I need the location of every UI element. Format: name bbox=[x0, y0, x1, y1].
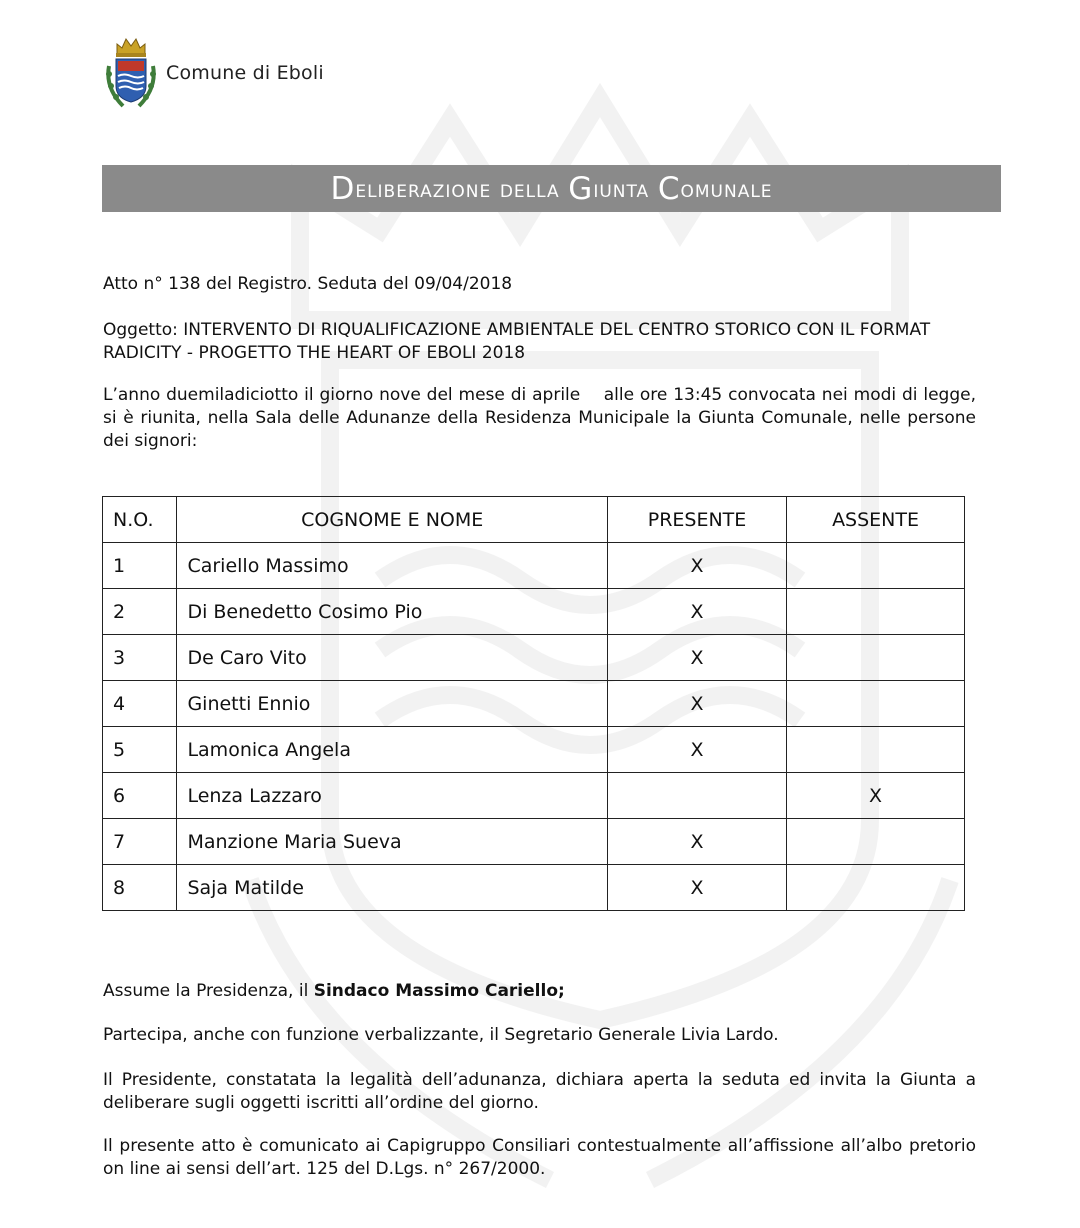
intro-paragraph: L’anno duemiladiciotto il giorno nove del mese di aprile alle ore 13:45 convocata nei modi di legge, si è riunita, nella Sala delle Adunanze della Residenza Municipale la Giunta Comunale, nelle persone dei signori: bbox=[103, 385, 982, 451]
attendance-table bbox=[102, 496, 965, 911]
table-row bbox=[103, 727, 965, 773]
row-name: Ginetti Ennio bbox=[177, 681, 608, 727]
secretary-line: Partecipa, anche con funzione verbalizzante, il Segretario Generale Livia Lardo. bbox=[103, 1025, 779, 1045]
row-no: 4 bbox=[103, 681, 177, 727]
communication-paragraph: Il presente atto è comunicato ai Capigruppo Consiliari contestualmente all’affissione all’albo pretorio on line ai sensi dell’art. 125 del D.Lgs. n° 267/2000. bbox=[103, 1136, 976, 1179]
table-row bbox=[103, 635, 965, 681]
row-name: Lamonica Angela bbox=[177, 727, 608, 773]
table-header-row bbox=[103, 497, 965, 543]
row-absent bbox=[787, 589, 965, 635]
row-absent: X bbox=[787, 773, 965, 819]
row-absent bbox=[787, 635, 965, 681]
row-present: X bbox=[607, 589, 786, 635]
document-title: D eliberazione della G iunta C omunale bbox=[102, 165, 1001, 212]
table-row bbox=[103, 589, 965, 635]
row-absent bbox=[787, 865, 965, 911]
act-number: Atto n° 138 del Registro. Seduta del 09/04/2018 bbox=[103, 274, 513, 294]
row-absent bbox=[787, 543, 965, 589]
table-row bbox=[103, 543, 965, 589]
row-no: 3 bbox=[103, 635, 177, 681]
row-name: Cariello Massimo bbox=[177, 543, 608, 589]
row-absent bbox=[787, 727, 965, 773]
row-present: X bbox=[607, 865, 786, 911]
presidency-line bbox=[103, 980, 976, 1003]
row-present: X bbox=[607, 727, 786, 773]
row-name: Di Benedetto Cosimo Pio bbox=[177, 589, 608, 635]
header-no: N.O. bbox=[103, 497, 177, 543]
subject: Oggetto: INTERVENTO DI RIQUALIFICAZIONE AMBIENTALE DEL CENTRO STORICO CON IL FORMAT RADICITY - PROGETTO THE HEART OF EBOLI 2018 bbox=[103, 320, 931, 363]
presidency-prefix: Assume la Presidenza, il bbox=[103, 981, 314, 1001]
row-absent bbox=[787, 819, 965, 865]
table-row bbox=[103, 865, 965, 911]
row-present bbox=[607, 773, 786, 819]
row-absent bbox=[787, 681, 965, 727]
row-no: 1 bbox=[103, 543, 177, 589]
row-present: X bbox=[607, 819, 786, 865]
header-absent: ASSENTE bbox=[787, 497, 965, 543]
coat-of-arms-logo bbox=[103, 36, 159, 112]
row-no: 7 bbox=[103, 819, 177, 865]
table-row bbox=[103, 819, 965, 865]
row-no: 2 bbox=[103, 589, 177, 635]
row-name: Lenza Lazzaro bbox=[177, 773, 608, 819]
municipality-name: Comune di Eboli bbox=[166, 62, 324, 84]
row-name: De Caro Vito bbox=[177, 635, 608, 681]
presidency-mayor: Sindaco Massimo Cariello; bbox=[313, 981, 565, 1001]
president-paragraph: Il Presidente, constatata la legalità dell’adunanza, dichiara aperta la seduta ed invita la Giunta a deliberare sugli oggetti iscritti all’ordine del giorno. bbox=[103, 1070, 976, 1113]
header-present: PRESENTE bbox=[607, 497, 786, 543]
row-no: 6 bbox=[103, 773, 177, 819]
table-row bbox=[103, 773, 965, 819]
row-present: X bbox=[607, 635, 786, 681]
row-name: Saja Matilde bbox=[177, 865, 608, 911]
header-name: COGNOME E NOME bbox=[177, 497, 608, 543]
row-no: 8 bbox=[103, 865, 177, 911]
table-row bbox=[103, 681, 965, 727]
row-no: 5 bbox=[103, 727, 177, 773]
row-name: Manzione Maria Sueva bbox=[177, 819, 608, 865]
row-present: X bbox=[607, 681, 786, 727]
row-present: X bbox=[607, 543, 786, 589]
